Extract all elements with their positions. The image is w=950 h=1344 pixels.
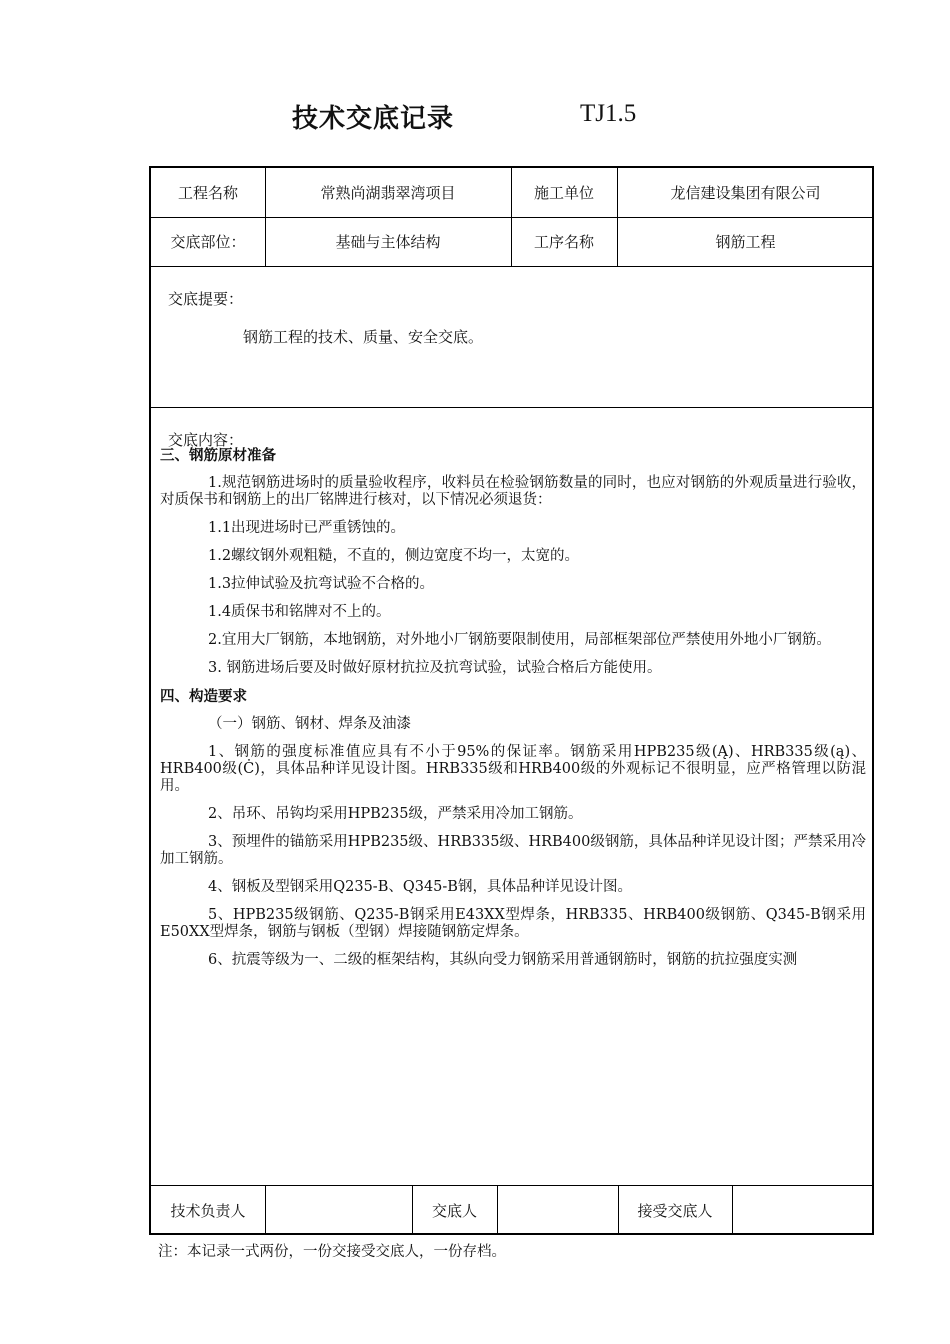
discloser-label: 交底人 (431, 1201, 477, 1220)
project-name-value: 常熟尚湖翡翠湾项目 (320, 184, 456, 202)
paragraph: 1.2螺纹钢外观粗糙，不直的，侧边宽度不均一，太宽的。 (208, 548, 580, 564)
paragraph: 1.3拉伸试验及抗弯试验不合格的。 (208, 576, 435, 592)
row-divider (151, 266, 872, 267)
project-name-label: 工程名称 (177, 184, 238, 202)
paragraph: 4、钢板及型钢采用Q235-B、Q345-B钢，具体品种详见设计图。 (208, 879, 632, 895)
process-name-label: 工序名称 (533, 233, 594, 251)
content-body (160, 448, 866, 969)
summary-label: 交底提要： (168, 290, 244, 308)
tech-lead-label: 技术负责人 (170, 1201, 246, 1220)
receiver-label: 接受交底人 (637, 1201, 713, 1220)
document-code: TJ1.5 (580, 100, 637, 127)
section-heading: 四、构造要求 (160, 689, 247, 705)
discloser-value (497, 1185, 618, 1235)
row-divider (151, 407, 872, 408)
document-title: 技术交底记录 (292, 104, 455, 134)
paragraph: 5、HPB235级钢筋、Q235-B钢采用E43XX型焊条，HRB335、HRB400级钢筋、Q345-B钢采用E50XX型焊条，钢筋与钢板（型钢）焊接随钢筋定焊条。 (160, 907, 866, 940)
paragraph: 2、吊环、吊钩均采用HPB235级，严禁采用冷加工钢筋。 (208, 806, 583, 822)
tech-lead-value (265, 1185, 412, 1235)
construction-unit-value: 龙信建设集团有限公司 (670, 184, 821, 202)
construction-unit-label: 施工单位 (533, 184, 594, 202)
receiver-value (732, 1185, 874, 1235)
content-label: 交底内容： (168, 431, 244, 449)
paragraph: 1.1出现进场时已严重锈蚀的。 (208, 520, 406, 536)
paragraph: 1.规范钢筋进场时的质量验收程序，收料员在检验钢筋数量的同时，也应对钢筋的外观质量进行验收，对质保书和钢筋上的出厂铭牌进行核对，以下情况必须退货： (160, 475, 866, 508)
paragraph: 1、钢筋的强度标准值应具有不小于95%的保证率。钢筋采用HPB235级(Ą)、HRB335级(ą)、HRB400级(Ċ)，具体品种详见设计图。HRB335级和HRB400级的外观标记不很明显，应严格管理以防混用。 (160, 744, 866, 794)
paragraph: 6、抗震等级为一、二级的框架结构，其纵向受力钢筋采用普通钢筋时，钢筋的抗拉强度实测 (208, 952, 798, 968)
paragraph: 1.4质保书和铭牌对不上的。 (208, 604, 391, 620)
record-table (149, 166, 874, 1235)
disclosure-part-value: 基础与主体结构 (335, 233, 441, 251)
disclosure-part-label: 交底部位： (170, 233, 246, 251)
footnote: 注：本记录一式两份，一份交接受交底人，一份存档。 (158, 1244, 506, 1260)
paragraph: 2.宜用大厂钢筋，本地钢筋，对外地小厂钢筋要限制使用，局部框架部位严禁使用外地小厂钢筋。 (208, 632, 831, 648)
summary-text: 钢筋工程的技术、质量、安全交底。 (243, 328, 484, 346)
paragraph: 3、预埋件的锚筋采用HPB235级、HRB335级、HRB400级钢筋，具体品种详见设计图；严禁采用冷加工钢筋。 (160, 834, 866, 867)
section-heading: 三、钢筋原材准备 (160, 448, 276, 464)
paragraph: 3. 钢筋进场后要及时做好原材抗拉及抗弯试验，试验合格后方能使用。 (208, 660, 662, 676)
subsection-heading: （一）钢筋、钢材、焊条及油漆 (208, 716, 411, 732)
process-name-value: 钢筋工程 (715, 233, 776, 251)
